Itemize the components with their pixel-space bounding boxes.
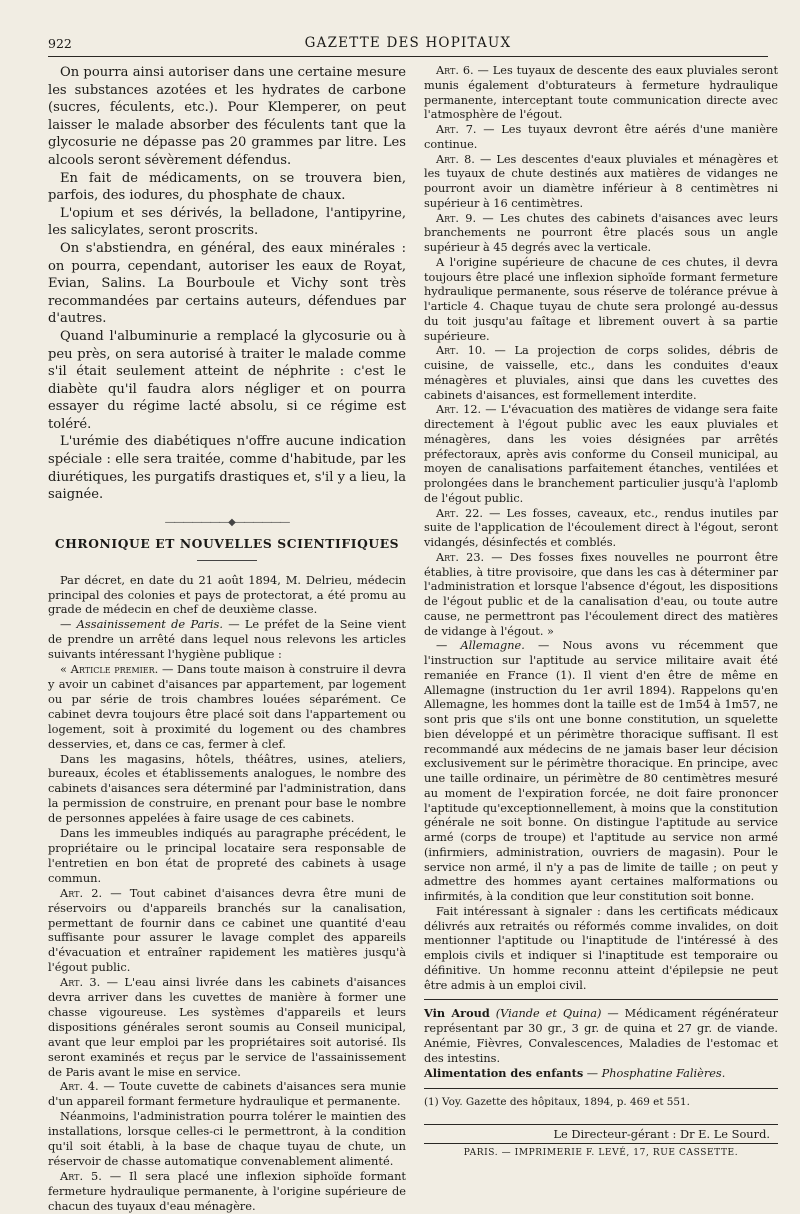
paragraph: [48, 975, 406, 1079]
paragraph: Dans les immeubles indiqués au paragraphe précédent, le propriétaire ou le principal locataire sera responsable de l'entretien en bon état de propreté des cabinets à usage commun.: [48, 826, 406, 885]
paragraph: [424, 344, 778, 403]
article-label: Art. 12.: [436, 403, 482, 417]
paragraph: A l'origine supérieure de chacune de ces chutes, il devra toujours être placé une inflexion siphoïde formant fermeture hydraulique permanente, sous réserve de tolérance prévue à l'article 4. Chaque tuyau de chute sera prolongé au-dessus du toit jusqu'au faîtage et librement ouvert à sa partie supérieure.: [424, 255, 778, 343]
paragraph: Dans les magasins, hôtels, théâtres, usines, ateliers, bureaux, écoles et établissements analogues, le nombre des cabinets d'aisances sera déterminé par l'administration, dans la permission de construire, en prenant pour base le nombre de personnes appelées à faire usage de ces cabinets.: [48, 751, 406, 826]
rule: [424, 999, 778, 1000]
ad-subtitle: (Viande et Quina): [495, 1007, 602, 1021]
paragraph: [48, 617, 406, 662]
paragraph: [48, 886, 406, 975]
paragraph: En fait de médicaments, on se trouvera bien, parfois, des iodures, du phosphate de chaux.: [48, 170, 406, 204]
journal-title: GAZETTE DES HOPITAUX: [304, 35, 512, 51]
paragraph: [424, 212, 778, 256]
paragraph-text: — Dans toute maison à construire il devra y avoir un cabinet d'aisances par appartement, par logement ou par série de trois chambres louées séparément. Ce cabinet devra toujours être placé soit dans l'appartement ou logement, soit à proximité du logement ou des chambres desservies, et, dans ce cas, fermer à clef.: [48, 662, 406, 751]
paragraph: Par décret, en date du 21 août 1894, M. Delrieu, médecin principal des colonies et pays de protectorat, a été promu au grade de médecin en chef de deuxième classe.: [48, 572, 406, 617]
article-label: Art. 8.: [436, 152, 475, 166]
paragraph-text: — Il sera placé une inflexion siphoïde formant fermeture hydraulique permanente, à l'origine supérieure de chacun des tuyaux d'eau ménagère.: [48, 1168, 406, 1213]
rule: [424, 1088, 778, 1089]
footnote: (1) Voy. Gazette des hôpitaux, 1894, p. 469 et 551.: [424, 1096, 690, 1108]
advertisement: [424, 1006, 778, 1066]
article-label: Art. 23.: [436, 550, 485, 564]
article-label: Art. 22.: [436, 506, 484, 520]
article-label: Art. 2.: [60, 885, 103, 900]
page-number: 922: [48, 36, 72, 51]
paragraph: On s'abstiendra, en général, des eaux minérales : on pourra, cependant, autoriser les eaux de Royat, Evian, Salins. La Bourboule et Vichy sont très recommandées par certains auteurs, défendues par d'autres.: [48, 240, 406, 327]
article-label: « Article premier.: [60, 662, 159, 677]
paragraph: [424, 507, 778, 551]
page-header: [48, 30, 768, 57]
paragraph-text: — L'eau ainsi livrée dans les cabinets d'aisances devra arriver dans les cuvettes de manière à former une chasse vigoureuse. Les systèmes d'appareils et leurs dispositions générales seront soumis au Conseil municipal, avant que leur emploi par les propriétaires soit autorisé. Ils seront examinés et reçus par le service de l'assainissement de Paris avant le mise en service.: [48, 975, 406, 1079]
paragraph: [48, 1169, 406, 1214]
paragraph: L'urémie des diabétiques n'offre aucune indication spéciale : elle sera traitée, comme d'habitude, par les diurétiques, les purgatifs drastiques et, s'il y a lieu, la saignée.: [48, 434, 406, 503]
paragraph-text: — La projection de corps solides, débris de cuisine, de vaisselle, etc., dans les conduites d'eaux ménagères et pluviales, ainsi que dans les cuvettes des cabinets d'aisances, est formellement interdite.: [424, 344, 778, 402]
paragraph: [48, 662, 406, 751]
paragraph: L'opium et ses dérivés, la belladone, l'antipyrine, les salicylates, seront proscrits.: [48, 205, 406, 239]
paragraph-text: — Les tuyaux devront être aérés d'une manière continue.: [424, 123, 778, 151]
paragraph: On pourra ainsi autoriser dans une certaine mesure les substances azotées et les hydrates de carbone (sucres, féculents, etc.). Pour Klemperer, on peut laisser le malade absorber des féculents tant que la glycosurie ne dépasse pas 20 grammes par litre. Les alcools seront sévèrement défendus.: [48, 65, 406, 168]
paragraph-text: — Le préfet de la Seine vient de prendre un arrêté dans lequel nous relevons les articles suivants intéressant l'hygiène publique :: [48, 617, 406, 662]
ornament-divider: ―――――――◆――――――: [165, 516, 289, 528]
ad-text: Phosphatine Falières.: [601, 1067, 726, 1081]
article-label: Art. 6.: [436, 64, 474, 77]
paragraph-text: — Nous avons vu récemment que l'instruction sur l'aptitude au service militaire avait été remaniée en France (1). Il vient d'en être de même en Allemagne (instruction du 1er avril 1894). Rappelons qu'en Allemagne, les hommes dont la taille est de 1m54 à 1m57, ne sont pris que s'ils ont une bonne constitution, un squelette bien développé et un périmètre thoracique suffisant. Il est recommandé aux médecins de ne jamais baser leur décision exclusivement sur le périmètre thoracique. En principe, avec une taille ordinaire, un périmètre de 80 centimètres mesuré au moment de l'expiration forcée, ne doit faire prononcer l'aptitude qu'exceptionnellement, à moins que la constitution générale ne soit bonne. On distingue l'aptitude au service armé (corps de troupe) et l'aptitude au service non armé (infirmiers, administration, ouvriers de magasin). Pour le service non armé, il n'y a pas de limite de taille ; on peut y admettre des hommes ayant certaines malformations ou infirmités, à la condition que leur constitution soit bonne.: [424, 639, 778, 903]
section-title: CHRONIQUE ET NOUVELLES SCIENTIFIQUES: [54, 535, 400, 551]
paragraph-text: — Les fosses, caveaux, etc., rendus inutiles par suite de l'application de l'écoulement direct à l'égout, seront vidangés, désinfectés et comblés.: [424, 506, 778, 549]
rubric: — Allemagne.: [436, 639, 525, 653]
paragraph-text: — Les descentes d'eaux pluviales et ménagères et les tuyaux de chute destinés aux matières de vidanges ne pourront avoir un diamètre inférieur à 8 centimètres ni supérieur à 16 centimètres.: [424, 152, 779, 210]
paragraph: [424, 123, 778, 153]
paragraph: [48, 1079, 406, 1109]
paragraph-text: — Des fosses fixes nouvelles ne pourront être établies, à titre provisoire, que dans les cas à déterminer par l'administration et lorsque l'absence d'égout, les dispositions de l'égout public et de la canalisation d'eau, ou toute autre cause, ne permettront pas l'écoulement direct des matières de vidange à l'égout. »: [424, 550, 779, 638]
paragraph-text: — L'évacuation des matières de vidange sera faite directement à l'égout public avec les eaux pluviales et ménagères, dans les voies désignées par arrêtés préfectoraux, après avis conforme du Conseil municipal, au moyen de canalisations parfaitement étanches, ventilées et prolongées dans le branchement particulier jusqu'à l'aplomb de l'égout public.: [424, 403, 778, 505]
right-column: [424, 64, 778, 1160]
signature: Le Directeur-gérant : Dr E. Le Sourd.: [424, 1124, 778, 1144]
paragraph: [424, 639, 778, 905]
ad-separator: —: [583, 1067, 602, 1081]
paragraph-text: — Tout cabinet d'aisances devra être muni de réservoirs ou d'appareils branchés sur la canalisation, permettant de fournir dans ce cabinet une quantité d'eau suffisante pour assurer le lavage complet des appareils d'évacuation et entraîner rapidement les matières jusqu'à l'égout public.: [48, 885, 406, 975]
article-label: Art. 7.: [436, 123, 477, 136]
left-column: [48, 64, 406, 1214]
paragraph-text: — Les chutes des cabinets d'aisances avec leurs branchements ne pourront être placés sous un angle supérieur à 45 degrés avec la verticale.: [424, 211, 778, 254]
paragraph-text: — Les tuyaux de descente des eaux pluviales seront munis également d'obturateurs à fermeture hydraulique permanente, interceptant toute communication directe avec l'atmosphère de l'égout.: [424, 64, 778, 122]
printer-imprint: PARIS. — IMPRIMERIE F. LEVÉ, 17, RUE CASSETTE.: [463, 1147, 739, 1158]
paragraph: [424, 551, 778, 640]
rubric: — Assainissement de Paris.: [60, 617, 223, 632]
advertisement: [424, 1066, 778, 1082]
ad-text: — Médicament régénérateur représentant par 30 gr., 3 gr. de quina et 27 gr. de viande. Anémie, Fièvres, Convalescences, Maladies de l'estomac et des intestins.: [424, 1007, 779, 1065]
article-label: Art. 4.: [60, 1079, 99, 1094]
paragraph: Néanmoins, l'administration pourra tolérer le maintien des installations, lorsque celles-ci le permettront, à la condition qu'il soit établi, à la base de chaque tuyau de chute, un réservoir de chasse automatique convenablement alimenté.: [48, 1109, 406, 1168]
paragraph: [424, 64, 778, 123]
title-rule: [197, 560, 257, 561]
article-label: Art. 3.: [60, 975, 101, 990]
paragraph: [424, 153, 778, 212]
article-label: Art. 9.: [436, 211, 477, 225]
paragraph: Quand l'albuminurie a remplacé la glycosurie ou à peu près, on sera autorisé à traiter le malade comme s'il était seulement atteint de néphrite : c'est le diabète qu'il faudra alors négliger et on pourra essayer du régime lacté absolu, si ce régime est toléré.: [48, 328, 406, 432]
paragraph: Fait intéressant à signaler : dans les certificats médicaux délivrés aux retraités ou réformés comme invalides, on doit mentionner l'aptitude ou l'inaptitude de l'intéressé à des emplois civils et indiquer si l'inaptitude est temporaire ou définitive. Un homme reconnu atteint d'épilepsie ne peut être admis à un emploi civil.: [424, 904, 778, 992]
paragraph: [424, 403, 778, 506]
paragraph-text: — Toute cuvette de cabinets d'aisances sera munie d'un appareil formant fermeture hydraulique et permanente.: [48, 1079, 406, 1109]
ad-title: Vin Aroud: [424, 1006, 490, 1021]
ad-title: Alimentation des enfants: [424, 1066, 584, 1081]
article-label: Art. 10.: [436, 344, 486, 358]
article-label: Art. 5.: [60, 1168, 102, 1183]
